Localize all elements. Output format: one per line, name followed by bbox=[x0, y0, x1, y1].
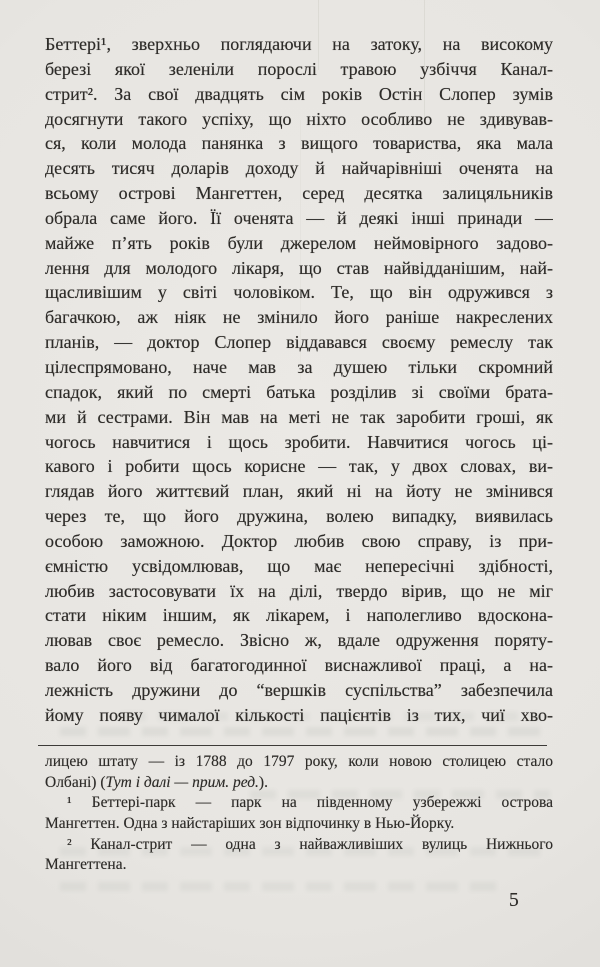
text-line: Беттері¹, зверхньо поглядаючи на затоку, на високому bbox=[45, 34, 553, 54]
text-line: через те, що його дружина, волею випадку, виявилась bbox=[45, 506, 553, 527]
main-text-block bbox=[45, 32, 553, 728]
bleed-through-artifact bbox=[60, 882, 500, 891]
footnote-1-line-1: ¹ Беттері-парк — парк на південному узбережжі острова bbox=[67, 794, 553, 812]
text-line: досягнути такого успіху, що ніхто особливо не здивував- bbox=[45, 108, 553, 129]
text-line: чогось навчитися і щось зробити. Навчитися чогось ці- bbox=[45, 431, 553, 452]
footnotes-block bbox=[45, 752, 553, 876]
editor-note-italic: Тут і далі — прим. ред. bbox=[105, 773, 259, 791]
text-line: ємністю усвідомлював, що має непересічні здібності, bbox=[45, 555, 553, 576]
text-line: йому появу чималої кількості пацієнтів із тих, чиї хво- bbox=[45, 704, 553, 725]
footnote-1-line-2: Мангеттен. Одна з найстаріших зон відпочинку в Нью-Йорку. bbox=[45, 815, 455, 833]
text-line: ся, коли молода панянка з вищого товариства, яка мала bbox=[45, 133, 553, 154]
text-line: лення для молодого лікаря, що став найвідданішим, най- bbox=[45, 257, 553, 278]
text-line: спадок, який по смерті батька розділив зі своїми брата- bbox=[45, 381, 553, 402]
footnote-2-line-2: Мангеттена. bbox=[45, 856, 127, 874]
text-line: лював своє ремесло. Звісно ж, вдале одруження поряту- bbox=[45, 630, 553, 651]
footnote-continuation-line-1: лицею штату — із 1788 до 1797 року, коли новою столицею стало bbox=[45, 753, 553, 770]
text-line: планів, — доктор Слопер віддавався своєму ремеслу так bbox=[45, 332, 553, 353]
text-line: лежність дружини до “вершків суспільства” забезпечила bbox=[45, 679, 553, 700]
text-line: любив застосовувати їх на ділі, твердо вірив, що не міг bbox=[45, 580, 553, 601]
text-line: щасливішим у світі чоловіком. Те, що він одружився з bbox=[45, 282, 553, 303]
text-line: глядав його життєвий план, який ні на йоту не змінився bbox=[45, 481, 553, 502]
page-number: 5 bbox=[509, 890, 519, 911]
text-line: стрит². За свої двадцять сім років Остін Слопер зумів bbox=[45, 83, 553, 104]
footnote-text: Олбані) ( bbox=[45, 773, 106, 791]
footnote-2-line-1: ² Канал-стрит — одна з найважливіших вулиць Нижнього bbox=[67, 835, 553, 853]
text-line: багачкою, аж ніяк не змінило його раніше накреслених bbox=[45, 307, 553, 328]
text-line: ми й сестрами. Він мав на меті не так заробити гроші, як bbox=[45, 406, 553, 427]
text-line: майже п’ять років були джерелом неймовірного задово- bbox=[45, 232, 553, 253]
footnote-separator-rule bbox=[38, 745, 547, 746]
text-line: березі якої зеленіли порослі травою узбіччя Канал- bbox=[45, 58, 553, 79]
footnote-continuation-line-2 bbox=[45, 773, 553, 794]
text-line: цілеспрямовано, наче мав за душею тільки скромний bbox=[45, 356, 553, 377]
bleed-through-artifact bbox=[60, 727, 540, 736]
text-line: вало його від багатогодинної виснажливої праці, а на- bbox=[45, 655, 553, 676]
text-line: всьому острові Мангеттен, серед десятка залицяльників bbox=[45, 183, 553, 204]
text-line: особою заможною. Доктор любив свою справу, із при- bbox=[45, 530, 553, 551]
text-line: обрала саме його. Її оченята — й деякі інші принади — bbox=[45, 207, 553, 228]
text-line: кавого і робити щось корисне — так, у двох словах, ви- bbox=[45, 456, 553, 477]
text-line: стати ніким іншим, як лікарем, і наполегливо вдоскона- bbox=[45, 605, 553, 626]
footnote-text: ). bbox=[258, 773, 268, 791]
text-line: десять тисяч доларів доходу й найчарівніші оченята на bbox=[45, 158, 553, 179]
